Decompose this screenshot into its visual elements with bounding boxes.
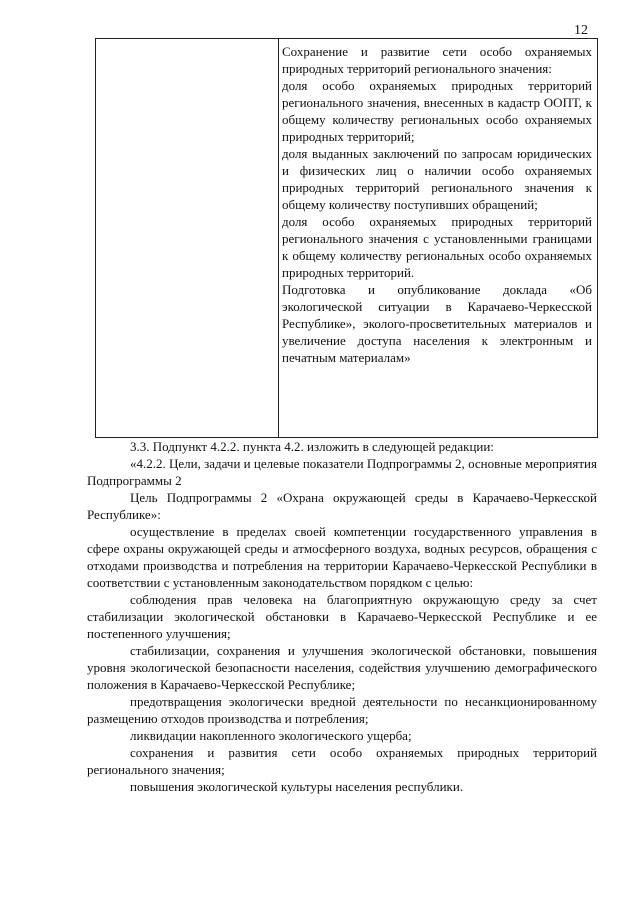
cell-paragraph-goal: Сохранение и развитие сети особо охраняемых природных территорий регионального значения: [282,44,592,76]
cell-paragraph-indicator: доля особо охраняемых природных территорий регионального значения с установленными границами к общему количеству региональных особо охраняемых природных территорий. [282,214,592,280]
cell-paragraph-indicator: доля выданных заключений по запросам юридических и физических лиц о наличии особо охраняемых природных территорий регионального значения к общему количеству поступивших обращений; [282,146,592,212]
document-body [87,438,597,795]
body-paragraph: сохранения и развития сети особо охраняемых природных территорий регионального значения; [87,745,597,777]
body-paragraph: 3.3. Подпункт 4.2.2. пункта 4.2. изложить в следующей редакции: [130,439,494,454]
body-paragraph: «4.2.2. Цели, задачи и целевые показатели Подпрограммы 2, основные мероприятия Подпрограммы 2 [87,456,597,488]
cell-paragraph-indicator: доля особо охраняемых природных территорий регионального значения, внесенных в кадастр ООПТ, к общему количеству региональных особо охраняемых природных территорий; [282,78,592,144]
table-right-cell [282,43,592,366]
body-paragraph: осуществление в пределах своей компетенции государственного управления в сфере охраны окружающей среды и атмосферного воздуха, водных ресурсов, обращения с отходами производства и потребления на территории Карачаево-Черкесской Республики в соответствии с установленным законодательством порядком с целью: [87,524,597,590]
table-column-divider [278,39,279,437]
continuation-table [95,38,598,438]
body-paragraph: ликвидации накопленного экологического ущерба; [130,728,412,743]
cell-paragraph-report: Подготовка и опубликование доклада «Об экологической ситуации в Карачаево-Черкесской Республике», эколого-просветительных материалов и увеличение доступа населения к электронным и печатным материалам» [282,282,592,365]
page-number: 12 [574,23,588,38]
body-paragraph: соблюдения прав человека на благоприятную окружающую среду за счет стабилизации экологической обстановки в Карачаево-Черкесской Республике и ее постепенного улучшения; [87,592,597,641]
body-paragraph: стабилизации, сохранения и улучшения экологической обстановки, повышения уровня экологической безопасности населения, содействия улучшению демографического положения в Карачаево-Черкесской Республике; [87,643,597,692]
body-paragraph: Цель Подпрограммы 2 «Охрана окружающей среды в Карачаево-Черкесской Республике»: [87,490,597,522]
body-paragraph: предотвращения экологически вредной деятельности по несанкционированному размещению отходов производства и потребления; [87,694,597,726]
body-paragraph: повышения экологической культуры населения республики. [130,779,464,794]
